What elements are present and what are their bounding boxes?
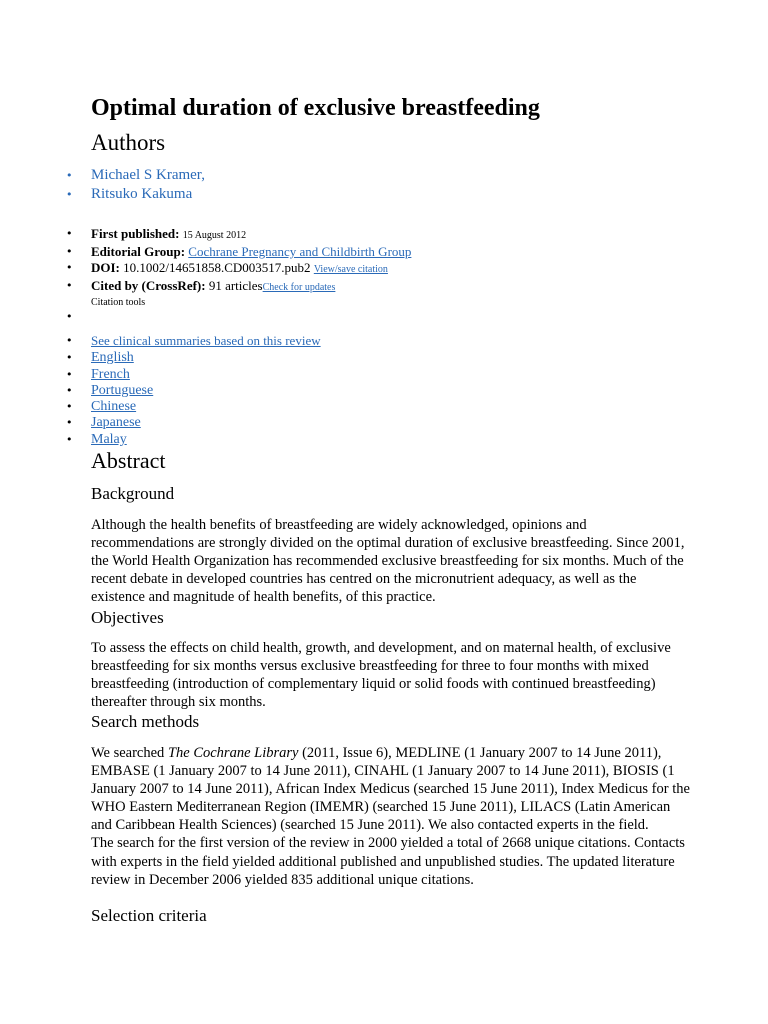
editorial-group-link[interactable]: Cochrane Pregnancy and Childbirth Group [188,244,412,259]
editorial-group-label: Editorial Group: [91,244,186,259]
language-item [0,415,321,431]
view-save-citation-link[interactable]: View/save citation [313,264,388,275]
author-link[interactable]: Michael S Kramer, [91,167,205,183]
language-link-french[interactable]: French [91,366,130,382]
background-heading: Background [91,484,175,503]
first-published-value: 15 August 2012 [182,230,247,241]
publication-meta-list [0,226,411,325]
doi-label: DOI: [91,260,120,275]
cited-by-value: 91 articles [208,278,263,293]
language-item [0,432,321,448]
check-for-updates-link[interactable]: Check for updates [262,282,336,293]
background-text: Although the health benefits of breastfeeding are widely acknowledged, opinions and recommendations are strongly divided on the optimal duration of exclusive breastfeeding. Since 2001, the World Health Organization has recommended exclusive breastfeeding for six months. Much of the recent debate in developed countries has centred on the micronutrient adequacy, as well as the existence and magnitude of health benefits, of this practice. [91,517,685,606]
first-published-label: First published: [91,226,180,241]
author-link[interactable]: Ritsuko Kakuma [91,186,193,202]
language-item [0,399,321,415]
language-item [0,350,321,366]
doi-item [0,260,411,278]
search-methods-results-text: The search for the first version of the review in 2000 yielded a total of 2668 unique citations. Contacts with experts in the field yielded additional published and unpublished studies. The updated literature review in December 2006 yielded 835 additional unique citations. [91,835,685,888]
page-title: Optimal duration of exclusive breastfeeding [91,95,540,121]
authors-heading: Authors [91,130,166,155]
abstract-heading: Abstract [91,448,166,473]
editorial-group-item [0,244,411,260]
objectives-heading: Objectives [91,608,164,627]
doi-value: 10.1002/14651858.CD003517.pub2 [123,260,311,275]
author-item [0,185,205,204]
language-link-japanese[interactable]: Japanese [91,415,141,431]
first-published-item [0,226,411,244]
language-link-malay[interactable]: Malay [91,431,127,447]
cited-by-item [0,278,411,309]
clinical-summaries-link[interactable]: See clinical summaries based on this review [91,333,321,348]
cited-by-label: Cited by (CrossRef): [91,278,206,293]
language-item [0,367,321,383]
language-link-chinese[interactable]: Chinese [91,399,137,415]
translations-list [0,333,321,448]
search-methods-text [91,744,691,889]
search-methods-text-body: (2011, Issue 6), MEDLINE (1 January 2007 to 14 June 2011), EMBASE (1 January 2007 to 14 June 2011), CINAHL (1 January 2007 to 14 June 2011), BIOSIS (1 January 2007 to 14 June 2011), African Index Medicus (searched 15 June 2011), Index Medicus for the WHO Eastern Mediterranean Region (IMEMR) (searched 15 June 2011), LILACS (Latin American and Caribbean Health Sciences) (searched 15 June 2011). We also contacted experts in the field. [91,745,690,834]
clinical-summaries-item [0,333,321,350]
objectives-text: To assess the effects on child health, growth, and development, and on maternal health, of exclusive breastfeeding for six months versus exclusive breastfeeding for three to four months with mixed breastfeeding (introduction of complementary liquid or solid foods with continued breastfeeding) thereafter through six months. [91,640,671,711]
citation-tools-label[interactable]: Citation tools [91,297,146,308]
author-item [0,166,205,185]
language-link-portuguese[interactable]: Portuguese [91,382,154,398]
empty-list-item [0,309,411,325]
cochrane-library-title: The Cochrane Library [167,745,299,761]
language-link-english[interactable]: English [91,350,134,366]
selection-criteria-heading: Selection criteria [91,906,207,925]
search-methods-text-intro: We searched [91,745,168,761]
language-item [0,383,321,399]
authors-list [0,166,205,204]
search-methods-heading: Search methods [91,712,200,731]
